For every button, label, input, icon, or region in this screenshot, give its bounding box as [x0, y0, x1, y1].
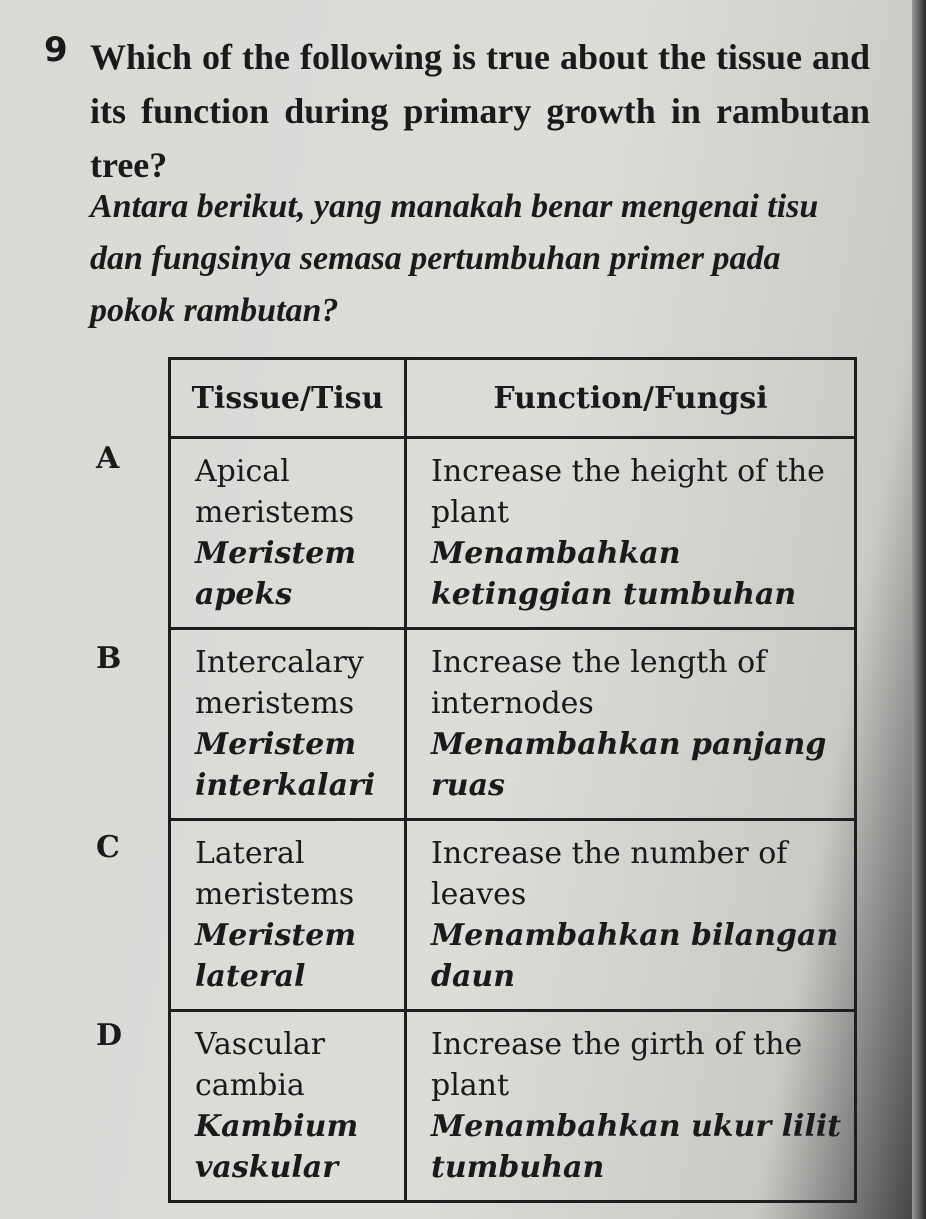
- function-cell: [406, 820, 856, 1011]
- table-row[interactable]: [170, 1011, 856, 1202]
- tissue-cell: [170, 438, 406, 629]
- question-text-malay: Antara berikut, yang manakah benar mengenai tisu dan fungsinya semasa pertumbuhan primer pada pokok rambutan?: [90, 188, 819, 329]
- tissue-english: Vascular cambia: [195, 1027, 326, 1103]
- tissue-cell: [170, 820, 406, 1011]
- question-text-english: Which of the following is true about the tissue and its function during primary growth in rambutan tree?: [90, 37, 870, 185]
- function-cell: [406, 438, 856, 629]
- function-malay: Menambahkan bilangan daun: [431, 918, 839, 994]
- option-label-c[interactable]: C: [96, 830, 120, 865]
- function-english: Increase the girth of the plant: [431, 1027, 803, 1103]
- function-cell: [406, 629, 856, 820]
- tissue-cell: [170, 1011, 406, 1202]
- question-number: 9: [44, 30, 68, 70]
- table-header-row: [170, 359, 856, 438]
- option-label-b[interactable]: B: [96, 641, 122, 676]
- tissue-cell: [170, 629, 406, 820]
- tissue-malay: Kambium vaskular: [195, 1109, 359, 1185]
- tissue-malay: Meristem interkalari: [195, 727, 376, 803]
- function-cell: [406, 1011, 856, 1202]
- tissue-malay: Meristem lateral: [195, 918, 357, 994]
- screen-edge: [912, 0, 926, 1219]
- function-malay: Menambahkan ketinggian tumbuhan: [431, 536, 797, 612]
- table-row[interactable]: [170, 629, 856, 820]
- tissue-malay: Meristem apeks: [195, 536, 357, 612]
- answer-table: [168, 357, 857, 1203]
- function-english: Increase the number of leaves: [431, 836, 788, 912]
- function-english: Increase the height of the plant: [431, 454, 825, 530]
- tissue-english: Apical meristems: [195, 454, 355, 530]
- table-row[interactable]: [170, 438, 856, 629]
- function-malay: Menambahkan ukur lilit tumbuhan: [431, 1109, 842, 1185]
- header-tissue: Tissue/Tisu: [170, 359, 406, 438]
- function-malay: Menambahkan panjang ruas: [431, 727, 827, 803]
- option-label-a[interactable]: A: [96, 441, 120, 476]
- table-row[interactable]: [170, 820, 856, 1011]
- tissue-english: Lateral meristems: [195, 836, 355, 912]
- function-english: Increase the length of internodes: [431, 645, 767, 721]
- option-label-d[interactable]: D: [96, 1018, 123, 1053]
- header-function: Function/Fungsi: [406, 359, 856, 438]
- tissue-english: Intercalary meristems: [195, 645, 364, 721]
